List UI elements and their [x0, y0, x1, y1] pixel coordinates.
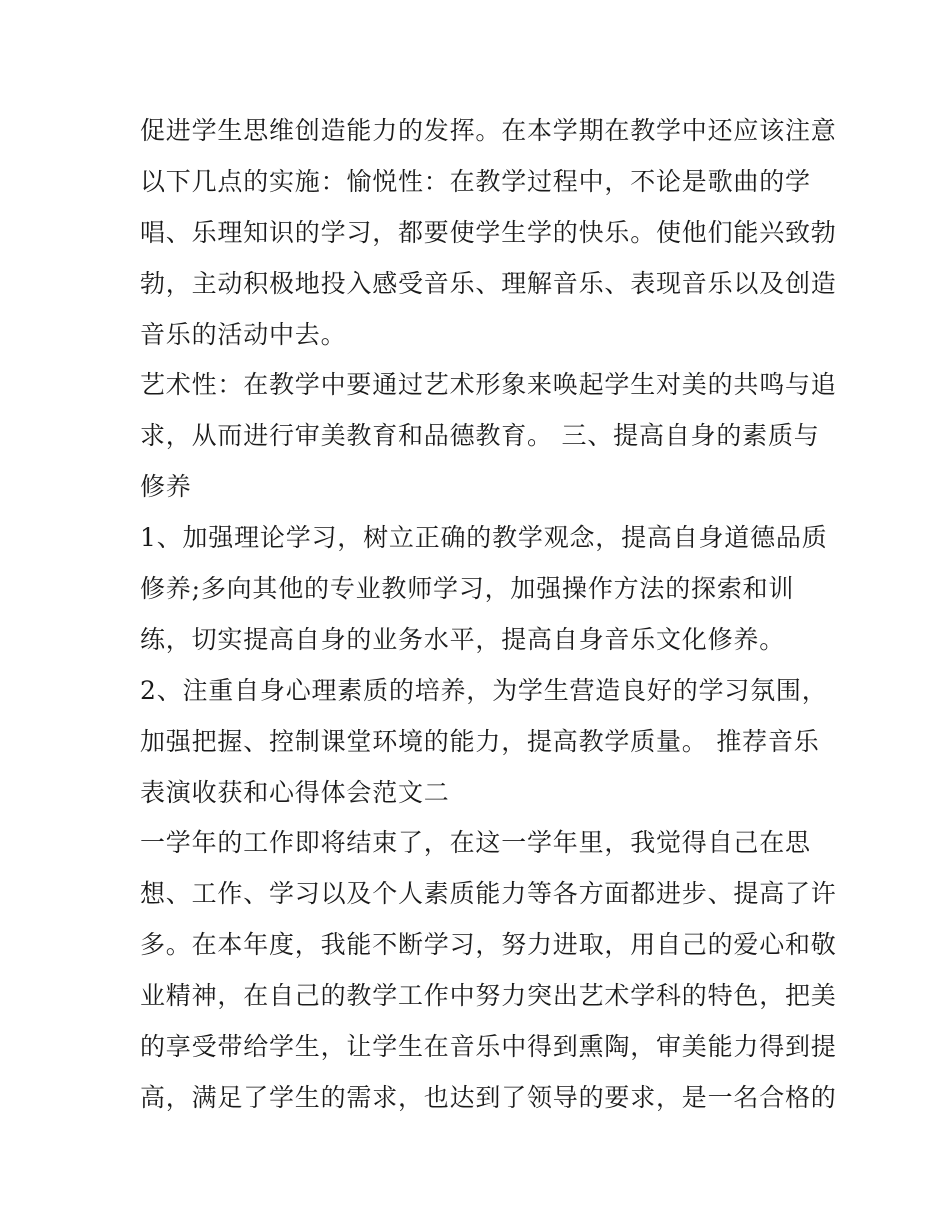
text-line: 想、工作、学习以及个人素质能力等各方面都进步、提高了许 [140, 879, 837, 909]
text-line: 表演收获和心得体会范文二 [140, 777, 450, 807]
text-line: 修养 [140, 472, 192, 502]
text-line: 勃，主动积极地投入感受音乐、理解音乐、表现音乐以及创造 [140, 268, 837, 298]
text-line: 1、加强理论学习，树立正确的教学观念，提高自身道德品质 [140, 523, 828, 553]
text-line: 练，切实提高自身的业务水平，提高自身音乐文化修养。 [140, 624, 786, 654]
text-line: 加强把握、控制课堂环境的能力，提高教学质量。 推荐音乐 [140, 726, 820, 756]
text-line: 以下几点的实施：愉悦性：在教学过程中，不论是歌曲的学 [140, 166, 811, 196]
text-line: 业精神，在自己的教学工作中努力突出艺术学科的特色，把美 [140, 981, 837, 1011]
text-line: 求，从而进行审美教育和品德教育。 三、提高自身的素质与 [140, 421, 820, 451]
text-line: 高，满足了学生的需求，也达到了领导的要求，是一名合格的 [140, 1082, 837, 1112]
text-line: 促进学生思维创造能力的发挥。在本学期在教学中还应该注意 [140, 116, 837, 145]
text-line: 艺术性：在教学中要通过艺术形象来唤起学生对美的共鸣与追 [140, 370, 837, 400]
text-line: 音乐的活动中去。 [140, 319, 347, 349]
text-line: 2、注重自身心理素质的培养，为学生营造良好的学习氛围， [140, 675, 828, 705]
text-line: 一学年的工作即将结束了，在这一学年里，我觉得自己在思 [140, 828, 811, 858]
text-line: 多。在本年度，我能不断学习，努力进取，用自己的爱心和敬 [140, 930, 837, 960]
text-line: 修养;多向其他的专业教师学习，加强操作方法的探索和训 [140, 574, 795, 604]
document-body [140, 106, 837, 1124]
text-line: 唱、乐理知识的学习，都要使学生学的快乐。使他们能兴致勃 [140, 217, 837, 247]
text-line: 的享受带给学生，让学生在音乐中得到熏陶，审美能力得到提 [140, 1032, 837, 1062]
